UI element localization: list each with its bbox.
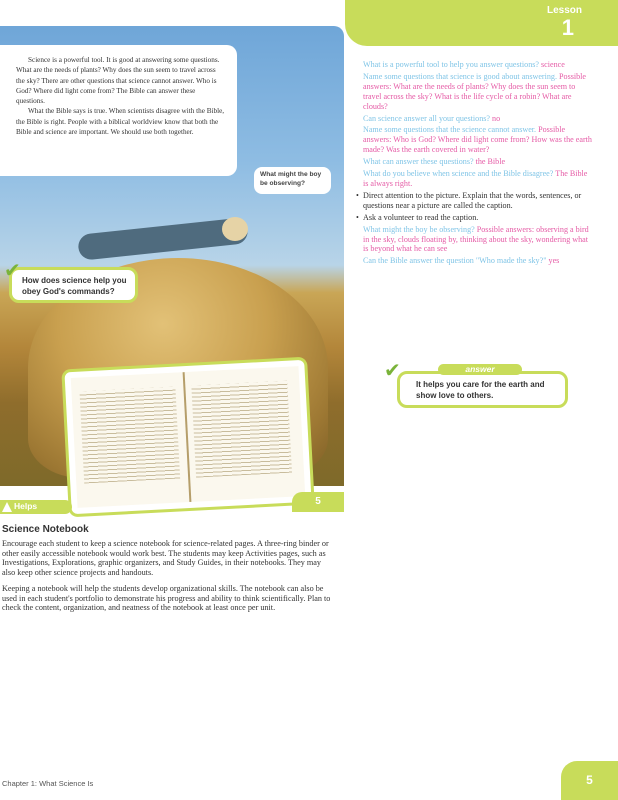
lesson-label: Lesson bbox=[546, 5, 582, 16]
step-text: Ask a volunteer to read the caption. bbox=[363, 212, 479, 222]
teacher-qa-item bbox=[363, 225, 593, 255]
helps-paragraph-1: Encourage each student to keep a science notebook for science-related pages. A three-ring binder or other easily accessible notebook would work best. The students may keep Activities pages, such as Investigations, Explorations, graphic organizers, and Study Guides, in their notebooks. They may also keep other science projects and handouts. bbox=[2, 539, 329, 578]
question-text: What is a powerful tool to help you answer questions? bbox=[363, 60, 539, 69]
answer-text: Possible answers: What are the needs of plants? Why does the sun seem to travel across the sky? What is the life cycle of a robin? What are clouds? bbox=[363, 71, 587, 111]
teacher-qa-item bbox=[363, 114, 593, 124]
bible-left-page bbox=[79, 387, 180, 484]
page-number: 5 bbox=[561, 761, 618, 800]
bible-spine bbox=[183, 372, 192, 502]
question-text: What do you believe when science and the Bible disagree? bbox=[363, 169, 554, 179]
teacher-notes bbox=[356, 60, 593, 268]
helps-body bbox=[2, 539, 332, 619]
lesson-tab bbox=[345, 0, 618, 46]
teacher-qa-item bbox=[363, 157, 593, 167]
teacher-step bbox=[356, 190, 593, 211]
question-text: What might the boy be observing? bbox=[363, 224, 475, 234]
check-icon: ✔ bbox=[384, 358, 401, 382]
student-paragraph-2: What the Bible says is true. When scientists disagree with the Bible, the Bible is right. People with a biblical worldview know that both the Bible and science are important. We should use both together. bbox=[16, 107, 225, 137]
question-text: Name some questions that the science cannot answer. bbox=[363, 125, 537, 135]
answer-text: Possible answers: observing a bird in the sky, clouds floating by, thinking about the sky, wondering what is beyond what he can see bbox=[363, 224, 589, 254]
helps-bar bbox=[0, 500, 72, 514]
student-page-number: 5 bbox=[292, 492, 344, 512]
bullet-icon: • bbox=[356, 190, 359, 200]
question-text: Name some questions that science is good about answering. bbox=[363, 71, 557, 81]
answer-text: no bbox=[492, 113, 501, 123]
teacher-qa-item bbox=[363, 169, 593, 189]
step-text: Direct attention to the picture. Explain that the words, sentences, or questions near a picture are called the caption. bbox=[363, 190, 582, 210]
student-paragraph-1: Science is a powerful tool. It is good at answering some questions. What are the needs of plants? Why does the sun seem to travel across the sky? There are other questions that science cannot answer. Who is God? Where did light come from? The Bible can answer these questions. bbox=[16, 56, 220, 106]
helps-paragraph-2: Keeping a notebook will help the students develop organizational skills. The notebook can also be used in each student's portfolio to demonstrate his progress and ability to think scientifically. Plan to check the content, organization, and neatness of the notebook at least once per unit. bbox=[2, 583, 331, 613]
answer-text: science bbox=[541, 60, 565, 69]
lesson-number: 1 bbox=[561, 15, 574, 40]
answer-text: the Bible bbox=[475, 157, 506, 167]
answer-label: answer bbox=[438, 364, 522, 375]
question-text: Can science answer all your questions? bbox=[363, 113, 490, 123]
helps-title: Science Notebook bbox=[2, 524, 89, 535]
teacher-qa-item bbox=[363, 125, 593, 155]
answer-text: Possible answers: Who is God? Where did light come from? How was the earth made? Was the earth covered in water? bbox=[363, 125, 592, 155]
check-icon: ✔ bbox=[4, 258, 21, 282]
command-question-bubble: How does science help you obey God's commands? bbox=[9, 267, 138, 303]
teacher-qa-item bbox=[363, 256, 593, 266]
open-bible-image bbox=[64, 360, 311, 514]
boy-observing-bubble: What might the boy be observing? bbox=[254, 167, 331, 194]
warning-icon bbox=[2, 502, 12, 512]
chapter-footer: Chapter 1: What Science Is bbox=[2, 779, 94, 788]
student-text-box bbox=[0, 45, 237, 176]
boy-head bbox=[222, 217, 248, 241]
answer-text: The Bible is always right. bbox=[363, 169, 588, 188]
bullet-icon: • bbox=[356, 212, 359, 222]
answer-text: yes bbox=[548, 256, 560, 266]
question-text: Can the Bible answer the question "Who made the sky?" bbox=[363, 256, 547, 266]
answer-text: It helps you care for the earth and show love to others. bbox=[416, 380, 545, 400]
teacher-qa-item bbox=[363, 72, 593, 112]
question-text: What can answer these questions? bbox=[363, 157, 474, 167]
helps-label: Helps bbox=[14, 501, 38, 511]
teacher-qa-item bbox=[363, 60, 593, 70]
teacher-step bbox=[356, 212, 593, 223]
bible-right-page bbox=[191, 381, 292, 478]
